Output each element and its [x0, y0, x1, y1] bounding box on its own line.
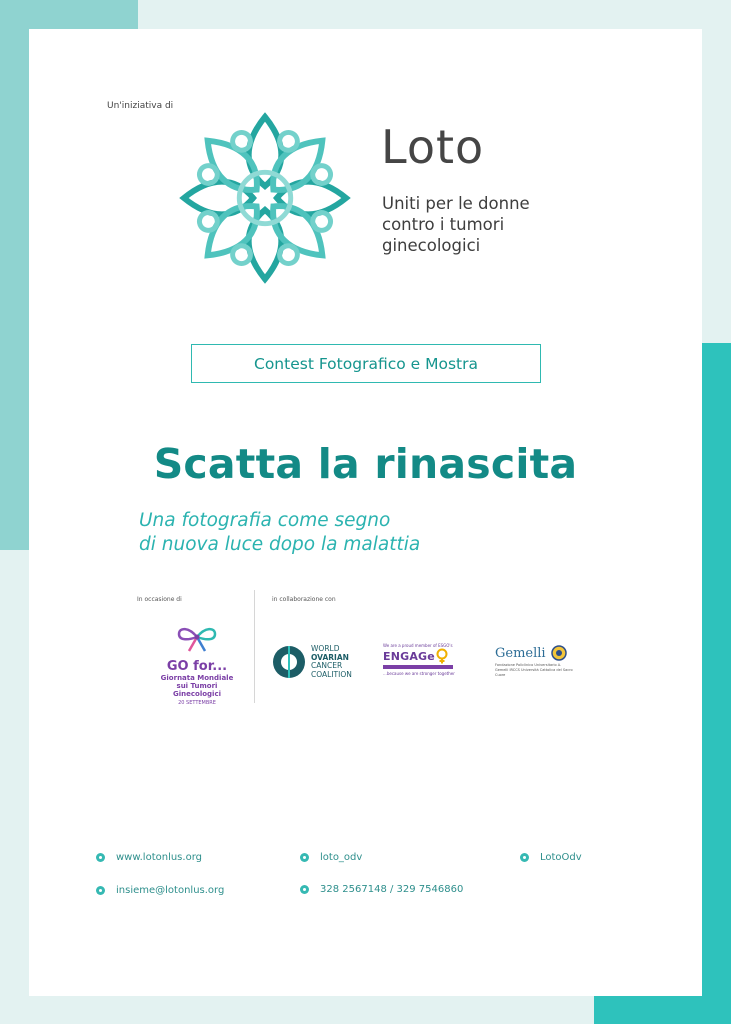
wocc-text	[311, 645, 352, 679]
brand-name: Loto	[381, 120, 485, 174]
partners-divider	[254, 590, 255, 703]
ribbon-bow-icon	[175, 625, 219, 653]
contest-label-box	[191, 344, 541, 383]
engage-word: ENGAGe	[383, 649, 435, 663]
occasion-label: In occasione di	[137, 596, 182, 603]
gofor-title: GO for...	[166, 659, 228, 674]
contact-website-text[interactable]: www.lotonlus.org	[116, 852, 202, 863]
brand-tagline	[382, 193, 582, 256]
subtitle	[139, 509, 420, 557]
collaboration-label: in collaborazione con	[272, 596, 336, 603]
gofor-line: Giornata Mondiale	[160, 674, 234, 682]
contact-email[interactable]	[96, 885, 224, 896]
wocc-line: CANCER	[311, 661, 343, 670]
contest-label: Contest Fotografico e Mostra	[254, 354, 478, 373]
engage-top: We are a proud member of ESGO's	[383, 643, 453, 648]
globe-icon	[96, 853, 105, 862]
female-symbol-icon	[435, 648, 449, 664]
wocc-line: COALITION	[311, 669, 352, 679]
loto-lotus-logo-icon	[176, 109, 354, 287]
wocc-line: OVARIAN	[311, 652, 349, 662]
gemelli-logo	[495, 645, 575, 678]
wocc-logo	[272, 645, 352, 679]
initiative-label: Un'iniziativa di	[107, 101, 174, 111]
brand-tagline-line: contro i tumori	[382, 215, 505, 234]
contact-instagram[interactable]	[300, 852, 362, 863]
gofor-date: 20 SETTEMBRE	[178, 700, 216, 706]
main-title: Scatta la rinascita	[153, 440, 578, 488]
mail-icon	[96, 886, 105, 895]
gemelli-sub: Fondazione Policlinico Universitario A. Gemelli IRCCS Università Cattolica del Sacro Cuore	[495, 663, 573, 677]
contact-phone-text[interactable]: 328 2567148 / 329 7546860	[320, 884, 464, 895]
engage-logo	[383, 643, 459, 676]
gemelli-crest-icon	[551, 645, 567, 661]
gofor-logo	[152, 625, 242, 706]
wocc-circle-icon	[272, 645, 306, 679]
phone-icon	[300, 885, 309, 894]
contact-facebook-text[interactable]: LotoOdv	[540, 852, 582, 863]
gemelli-word: Gemelli	[495, 645, 546, 661]
brand-tagline-line: Uniti per le donne	[382, 194, 530, 213]
subtitle-line: Una fotografia come segno	[139, 510, 391, 531]
contact-facebook[interactable]	[520, 852, 582, 863]
instagram-icon	[300, 853, 309, 862]
engage-tag: ...because we are stronger together	[383, 671, 455, 676]
subtitle-line: di nuova luce dopo la malattia	[139, 534, 421, 555]
brand-tagline-line: ginecologici	[382, 236, 481, 255]
contact-website[interactable]	[96, 852, 202, 863]
contact-instagram-text[interactable]: loto_odv	[320, 852, 363, 863]
gofor-line: sui Tumori Ginecologici	[172, 682, 221, 698]
wocc-line: WORLD	[311, 644, 340, 653]
contact-email-text[interactable]: insieme@lotonlus.org	[116, 885, 225, 896]
engage-bar	[383, 665, 453, 669]
contact-phone[interactable]	[300, 884, 463, 895]
facebook-icon	[520, 853, 529, 862]
